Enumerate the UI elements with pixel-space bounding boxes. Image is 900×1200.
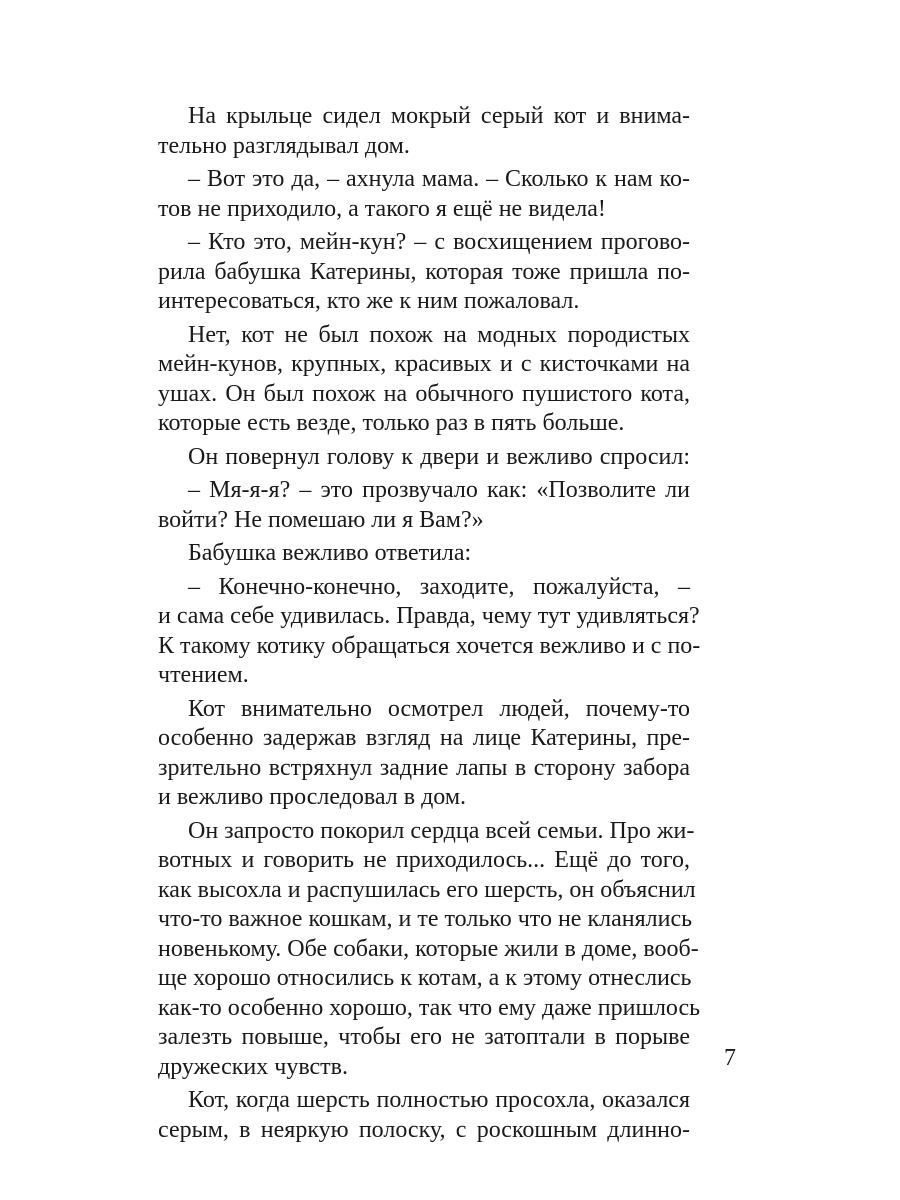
- text-line: рила бабушка Катерины, которая тоже пришла по-: [158, 258, 690, 285]
- text-line: Он повернул голову к двери и вежливо спросил:: [188, 443, 690, 470]
- text-line: мейн-кунов, крупных, красивых и с кисточками на: [158, 351, 690, 377]
- text-line: зрительно встряхнул задние лапы в сторону забора: [158, 754, 690, 781]
- paragraph-8: [158, 573, 701, 691]
- text-line: чтением.: [158, 662, 249, 688]
- paragraph-9: [158, 695, 690, 813]
- page-number: 7: [724, 1045, 736, 1071]
- text-line: дружеских чувств.: [158, 1053, 348, 1080]
- paragraph-3: [158, 228, 690, 317]
- page-text: [158, 102, 701, 1145]
- text-line: На крыльце сидел мокрый серый кот и внима-: [188, 103, 690, 129]
- text-line: как-то особенно хорошо, так что ему даже пришлось: [158, 994, 701, 1021]
- text-line: войти? Не помешаю ли я Вам?»: [158, 506, 484, 533]
- paragraph-4: [158, 321, 690, 439]
- text-line: интересоваться, кто же к ним пожаловал.: [158, 288, 580, 314]
- text-line: новенькому. Обе собаки, которые жили в доме, вооб-: [158, 935, 699, 962]
- paragraph-7: [158, 539, 690, 569]
- text-line: ушах. Он был похож на обычного пушистого кота,: [158, 380, 690, 407]
- text-line: Кот внимательно осмотрел людей, почему-то: [188, 695, 690, 722]
- text-line: – Вот это да, – ахнула мама. – Сколько к нам ко-: [188, 166, 690, 192]
- text-line: К такому котику обращаться хочется вежливо и с по-: [158, 632, 701, 659]
- text-line: что-то важное кошкам, и те только что не кланялись: [158, 906, 693, 932]
- text-line: и сама себе удивилась. Правда, чему тут удивляться?: [158, 603, 700, 629]
- paragraph-1: [158, 102, 690, 161]
- text-line: тельно разглядывал дом.: [158, 132, 410, 159]
- paragraph-10: [158, 817, 701, 1083]
- text-line: – Конечно-конечно, заходите, пожалуйста, –: [188, 573, 690, 600]
- text-line: Бабушка вежливо ответила:: [188, 540, 472, 566]
- text-line: вотных и говорить не приходилось... Ещё до того,: [158, 847, 690, 873]
- text-line: серым, в неяркую полоску, с роскошным длинно-: [158, 1116, 690, 1143]
- text-line: залезть повыше, чтобы его не затоптали в порыве: [158, 1024, 690, 1050]
- text-line: которые есть везде, только раз в пять больше.: [158, 410, 625, 436]
- text-line: особенно задержав взгляд на лице Катерины, пре-: [158, 725, 690, 751]
- text-line: Кот, когда шерсть полностью просохла, оказался: [188, 1087, 690, 1113]
- text-line: ще хорошо относились к котам, а к этому отнеслись: [158, 965, 692, 991]
- paragraph-11: [158, 1086, 690, 1145]
- text-line: – Мя-я-я? – это прозвучало как: «Позволите ли: [188, 477, 690, 503]
- paragraph-6: [158, 476, 690, 535]
- text-line: и вежливо проследовал в дом.: [158, 784, 467, 810]
- paragraph-2: [158, 165, 690, 224]
- text-line: – Кто это, мейн-кун? – с восхищением прогово-: [188, 229, 690, 255]
- paragraph-5: [158, 443, 690, 473]
- text-line: Он запросто покорил сердца всей семьи. Про жи-: [188, 817, 695, 844]
- text-line: как высохла и распушилась его шерсть, он объяснил: [158, 876, 696, 903]
- text-line: тов не приходило, а такого я ещё не видела!: [158, 195, 606, 222]
- text-line: Нет, кот не был похож на модных породистых: [188, 321, 690, 348]
